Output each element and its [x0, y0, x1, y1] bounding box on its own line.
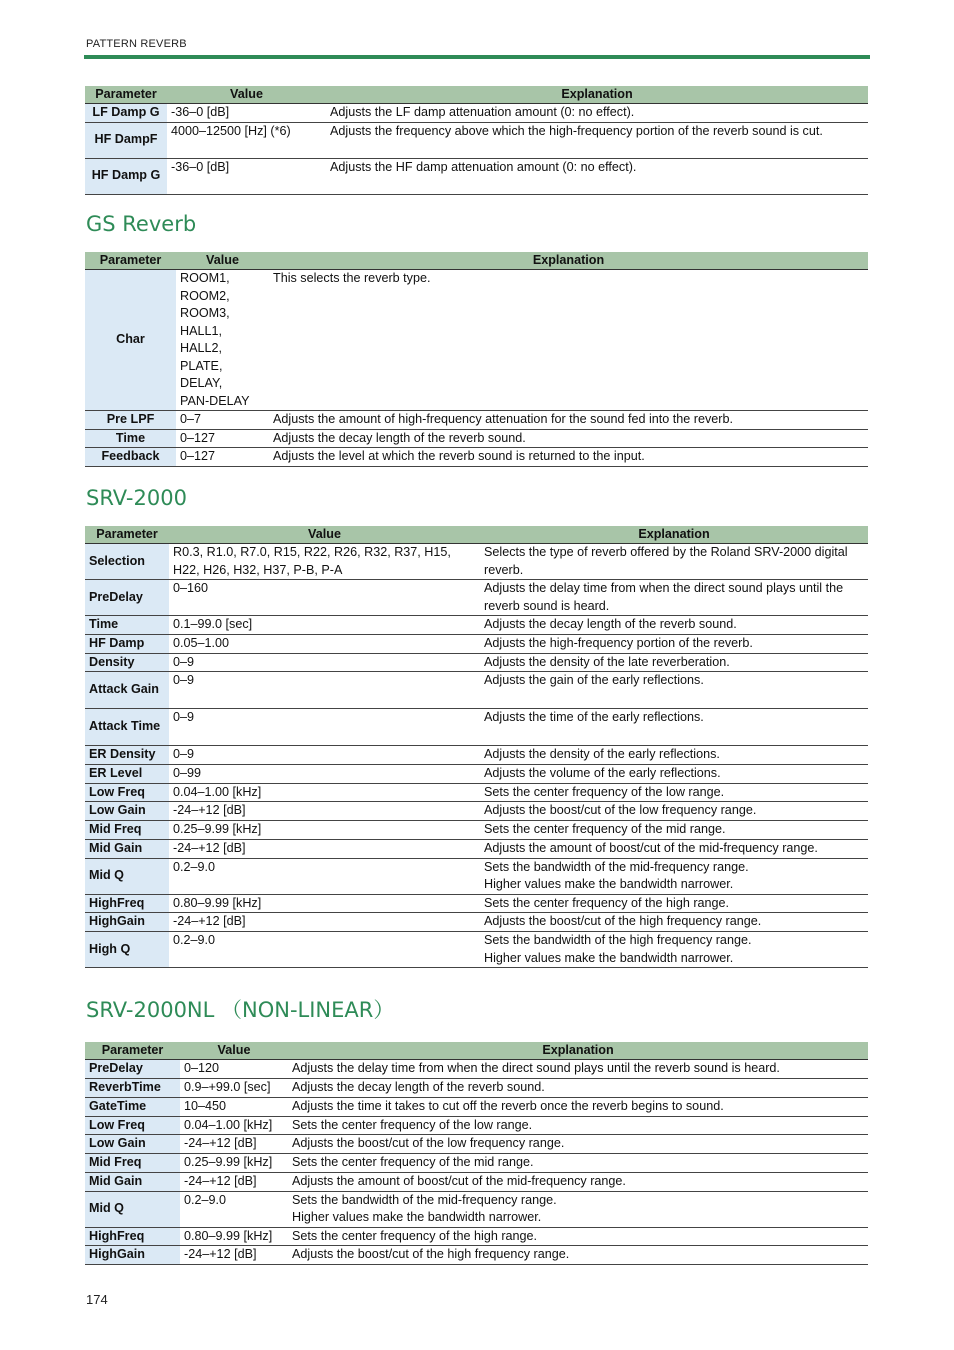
- value-cell: -24–+12 [dB]: [180, 1135, 288, 1154]
- table-row: [85, 839, 868, 858]
- value-cell: 0.2–9.0: [180, 1191, 288, 1227]
- value-cell: -24–+12 [dB]: [180, 1172, 288, 1191]
- explanation-cell: This selects the reverb type.: [269, 270, 868, 411]
- column-header-parameter: Parameter: [85, 1042, 180, 1060]
- table-row: [85, 429, 868, 448]
- explanation-cell: Adjusts the amount of boost/cut of the mid-frequency range.: [288, 1172, 868, 1191]
- explanation-cell: Sets the bandwidth of the high frequency range. Higher values make the bandwidth narrower.: [480, 932, 868, 968]
- value-cell: 0.05–1.00: [169, 634, 480, 653]
- value-cell: -36–0 [dB]: [167, 158, 326, 194]
- table-row: [85, 913, 868, 932]
- parameter-cell: ER Density: [85, 746, 169, 765]
- value-cell: -24–+12 [dB]: [169, 913, 480, 932]
- value-cell: -36–0 [dB]: [167, 104, 326, 123]
- value-cell: 0–7: [176, 411, 269, 430]
- column-header-value: Value: [167, 86, 326, 104]
- parameter-cell: Low Freq: [85, 1116, 180, 1135]
- table-row: [85, 858, 868, 894]
- explanation-cell: Sets the center frequency of the low range.: [288, 1116, 868, 1135]
- table-header-row: [85, 1042, 868, 1060]
- column-header-parameter: Parameter: [85, 86, 167, 104]
- parameter-cell: Mid Freq: [85, 821, 169, 840]
- table-header-row: [85, 526, 868, 544]
- parameter-cell: High Q: [85, 932, 169, 968]
- table-row: [85, 1060, 868, 1079]
- parameter-cell: HighFreq: [85, 1227, 180, 1246]
- value-cell: R0.3, R1.0, R7.0, R15, R22, R26, R32, R37, H15, H22, H26, H32, H37, P-B, P-A: [169, 544, 480, 580]
- value-cell: 0–9: [169, 709, 480, 746]
- explanation-cell: Adjusts the decay length of the reverb sound.: [288, 1079, 868, 1098]
- table-row: [85, 1135, 868, 1154]
- parameter-cell: LF Damp G: [85, 104, 167, 123]
- value-cell: -24–+12 [dB]: [180, 1246, 288, 1265]
- column-header-explanation: Explanation: [269, 252, 868, 270]
- parameter-cell: Mid Gain: [85, 839, 169, 858]
- table-row: [85, 158, 868, 194]
- srv-2000nl-table: [85, 1042, 868, 1265]
- value-cell: 0–9: [169, 653, 480, 672]
- explanation-cell: Adjusts the time of the early reflections.: [480, 709, 868, 746]
- parameter-cell: Attack Time: [85, 709, 169, 746]
- explanation-cell: Adjusts the frequency above which the high-frequency portion of the reverb sound is cut.: [326, 122, 868, 158]
- explanation-cell: Sets the bandwidth of the mid-frequency range. Higher values make the bandwidth narrower.: [288, 1191, 868, 1227]
- section-title-gs-reverb: GS Reverb: [86, 212, 197, 236]
- value-cell: 0–9: [169, 746, 480, 765]
- parameter-cell: Mid Q: [85, 1191, 180, 1227]
- parameter-cell: Mid Freq: [85, 1154, 180, 1173]
- table-row: [85, 1097, 868, 1116]
- explanation-cell: Adjusts the amount of boost/cut of the mid-frequency range.: [480, 839, 868, 858]
- table-row: [85, 1191, 868, 1227]
- column-header-explanation: Explanation: [326, 86, 868, 104]
- parameter-cell: HighGain: [85, 913, 169, 932]
- column-header-parameter: Parameter: [85, 252, 176, 270]
- gs-reverb-table: [85, 252, 868, 467]
- page-number: 174: [86, 1292, 108, 1307]
- value-cell: 0.04–1.00 [kHz]: [169, 783, 480, 802]
- value-cell: 0.04–1.00 [kHz]: [180, 1116, 288, 1135]
- parameter-cell: ER Level: [85, 764, 169, 783]
- table-row: [85, 894, 868, 913]
- parameter-cell: Feedback: [85, 448, 176, 467]
- parameter-cell: Selection: [85, 544, 169, 580]
- value-cell: -24–+12 [dB]: [169, 802, 480, 821]
- value-cell: 0.1–99.0 [sec]: [169, 616, 480, 635]
- table-row: [85, 448, 868, 467]
- header-rule: [84, 55, 870, 59]
- parameter-cell: Time: [85, 616, 169, 635]
- value-cell: 0–160: [169, 580, 480, 616]
- explanation-cell: Adjusts the volume of the early reflections.: [480, 764, 868, 783]
- table-row: [85, 1172, 868, 1191]
- explanation-cell: Sets the center frequency of the mid range.: [288, 1154, 868, 1173]
- value-cell: ROOM1, ROOM2, ROOM3, HALL1, HALL2, PLATE, DELAY, PAN-DELAY: [176, 270, 269, 411]
- explanation-cell: Adjusts the boost/cut of the high frequency range.: [288, 1246, 868, 1265]
- value-cell: 0.80–9.99 [kHz]: [169, 894, 480, 913]
- parameter-cell: Low Gain: [85, 1135, 180, 1154]
- value-cell: 0.2–9.0: [169, 858, 480, 894]
- table-row: [85, 783, 868, 802]
- value-cell: 0.25–9.99 [kHz]: [169, 821, 480, 840]
- table-row: [85, 544, 868, 580]
- table-row: [85, 709, 868, 746]
- explanation-cell: Adjusts the boost/cut of the low frequency range.: [480, 802, 868, 821]
- parameter-cell: HighGain: [85, 1246, 180, 1265]
- table-row: [85, 1079, 868, 1098]
- table-row: [85, 104, 868, 123]
- parameter-cell: ReverbTime: [85, 1079, 180, 1098]
- column-header-parameter: Parameter: [85, 526, 169, 544]
- parameter-cell: PreDelay: [85, 1060, 180, 1079]
- column-header-value: Value: [176, 252, 269, 270]
- parameter-cell: HighFreq: [85, 894, 169, 913]
- explanation-cell: Sets the center frequency of the mid range.: [480, 821, 868, 840]
- parameter-cell: Low Freq: [85, 783, 169, 802]
- explanation-cell: Adjusts the high-frequency portion of the reverb.: [480, 634, 868, 653]
- explanation-cell: Adjusts the density of the late reverberation.: [480, 653, 868, 672]
- explanation-cell: Adjusts the decay length of the reverb sound.: [269, 429, 868, 448]
- table-row: [85, 653, 868, 672]
- value-cell: -24–+12 [dB]: [169, 839, 480, 858]
- parameter-cell: HF Damp: [85, 634, 169, 653]
- column-header-explanation: Explanation: [288, 1042, 868, 1060]
- explanation-cell: Adjusts the HF damp attenuation amount (0: no effect).: [326, 158, 868, 194]
- parameter-cell: Mid Gain: [85, 1172, 180, 1191]
- explanation-cell: Sets the center frequency of the high range.: [480, 894, 868, 913]
- table-row: [85, 1227, 868, 1246]
- value-cell: 10–450: [180, 1097, 288, 1116]
- value-cell: 0–127: [176, 429, 269, 448]
- table-row: [85, 764, 868, 783]
- explanation-cell: Sets the bandwidth of the mid-frequency range. Higher values make the bandwidth narrower.: [480, 858, 868, 894]
- parameter-cell: Mid Q: [85, 858, 169, 894]
- table-row: [85, 1246, 868, 1265]
- value-cell: 0–99: [169, 764, 480, 783]
- table-row: [85, 1154, 868, 1173]
- table-row: [85, 270, 868, 411]
- value-cell: 0.9–+99.0 [sec]: [180, 1079, 288, 1098]
- section-title-srv-2000nl: SRV-2000NL （NON-LINEAR）: [86, 998, 395, 1022]
- value-cell: 0–9: [169, 672, 480, 709]
- explanation-cell: Sets the center frequency of the low range.: [480, 783, 868, 802]
- explanation-cell: Adjusts the delay time from when the direct sound plays until the reverb sound is heard.: [480, 580, 868, 616]
- explanation-cell: Selects the type of reverb offered by the Roland SRV-2000 digital reverb.: [480, 544, 868, 580]
- value-cell: 0.80–9.99 [kHz]: [180, 1227, 288, 1246]
- explanation-cell: Adjusts the boost/cut of the low frequency range.: [288, 1135, 868, 1154]
- table-row: [85, 802, 868, 821]
- explanation-cell: Sets the center frequency of the high range.: [288, 1227, 868, 1246]
- value-cell: 0–127: [176, 448, 269, 467]
- table-row: [85, 821, 868, 840]
- value-cell: 0–120: [180, 1060, 288, 1079]
- table-row: [85, 122, 868, 158]
- table-row: [85, 580, 868, 616]
- column-header-value: Value: [180, 1042, 288, 1060]
- explanation-cell: Adjusts the decay length of the reverb sound.: [480, 616, 868, 635]
- value-cell: 0.25–9.99 [kHz]: [180, 1154, 288, 1173]
- table-row: [85, 746, 868, 765]
- parameter-cell: HF Damp G: [85, 158, 167, 194]
- column-header-explanation: Explanation: [480, 526, 868, 544]
- parameter-cell: Low Gain: [85, 802, 169, 821]
- parameter-cell: Char: [85, 270, 176, 411]
- parameter-cell: Time: [85, 429, 176, 448]
- column-header-value: Value: [169, 526, 480, 544]
- parameter-cell: Density: [85, 653, 169, 672]
- table-row: [85, 672, 868, 709]
- table-row: [85, 932, 868, 968]
- explanation-cell: Adjusts the LF damp attenuation amount (0: no effect).: [326, 104, 868, 123]
- explanation-cell: Adjusts the level at which the reverb sound is returned to the input.: [269, 448, 868, 467]
- parameter-cell: GateTime: [85, 1097, 180, 1116]
- parameter-cell: Pre LPF: [85, 411, 176, 430]
- table-header-row: [85, 86, 868, 104]
- srv-2000-table: [85, 526, 868, 968]
- parameter-cell: PreDelay: [85, 580, 169, 616]
- running-header: PATTERN REVERB: [86, 38, 187, 50]
- value-cell: 0.2–9.0: [169, 932, 480, 968]
- section-title-srv-2000: SRV-2000: [86, 486, 187, 510]
- explanation-cell: Adjusts the density of the early reflections.: [480, 746, 868, 765]
- parameter-cell: HF DampF: [85, 122, 167, 158]
- parameter-cell: Attack Gain: [85, 672, 169, 709]
- explanation-cell: Adjusts the boost/cut of the high frequency range.: [480, 913, 868, 932]
- table-row: [85, 411, 868, 430]
- explanation-cell: Adjusts the time it takes to cut off the reverb once the reverb begins to sound.: [288, 1097, 868, 1116]
- pattern-reverb-table: [85, 86, 868, 195]
- explanation-cell: Adjusts the gain of the early reflections.: [480, 672, 868, 709]
- table-row: [85, 1116, 868, 1135]
- explanation-cell: Adjusts the amount of high-frequency attenuation for the sound fed into the reverb.: [269, 411, 868, 430]
- table-row: [85, 616, 868, 635]
- table-header-row: [85, 252, 868, 270]
- explanation-cell: Adjusts the delay time from when the direct sound plays until the reverb sound is heard.: [288, 1060, 868, 1079]
- value-cell: 4000–12500 [Hz] (*6): [167, 122, 326, 158]
- table-row: [85, 634, 868, 653]
